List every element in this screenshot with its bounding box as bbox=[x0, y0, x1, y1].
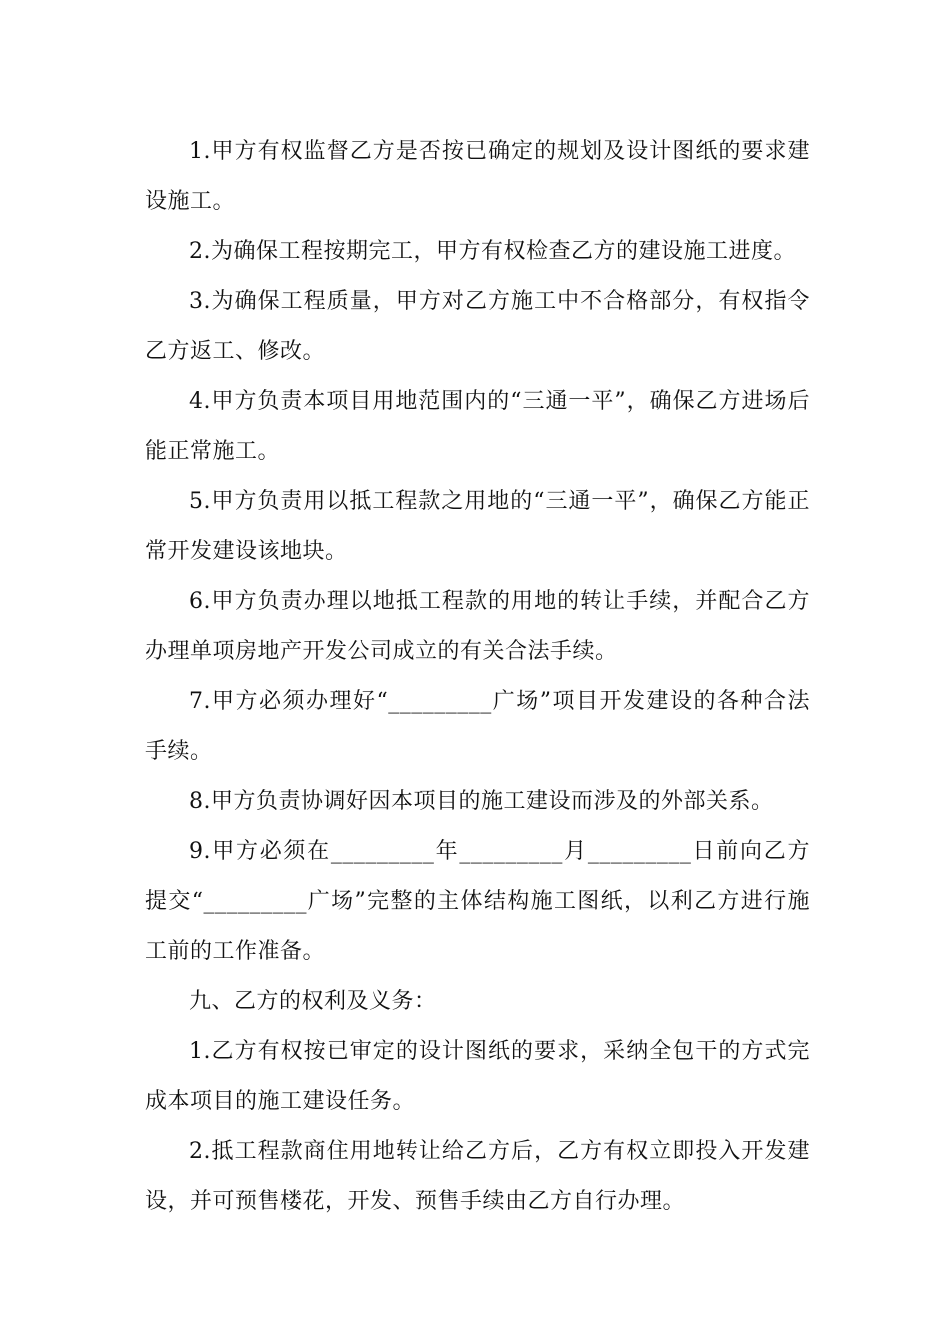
paragraph-11: 2.抵工程款商住用地转让给乙方后，乙方有权立即投入开发建设，并可预售楼花，开发、预售手续由乙方自行办理。 bbox=[145, 1139, 810, 1214]
paragraph-3: 3.为确保工程质量，甲方对乙方施工中不合格部分，有权指令乙方返工、修改。 bbox=[145, 289, 810, 364]
paragraph-4: 4.甲方负责本项目用地范围内的“三通一平”，确保乙方进场后能正常施工。 bbox=[145, 389, 810, 464]
document-body bbox=[145, 127, 810, 1227]
paragraph-9: 9.甲方必须在_________年_________月_________日前向乙方提交“_________广场”完整的主体结构施工图纸，以利乙方进行施工前的工作准备。 bbox=[145, 839, 810, 964]
paragraph-8: 8.甲方负责协调好因本项目的施工建设而涉及的外部关系。 bbox=[189, 789, 774, 814]
paragraph-6: 6.甲方负责办理以地抵工程款的用地的转让手续，并配合乙方办理单项房地产开发公司成立的有关合法手续。 bbox=[145, 589, 810, 664]
paragraph-2: 2.为确保工程按期完工，甲方有权检查乙方的建设施工进度。 bbox=[189, 239, 796, 264]
paragraph-10: 1.乙方有权按已审定的设计图纸的要求，采纳全包干的方式完成本项目的施工建设任务。 bbox=[145, 1039, 810, 1114]
paragraph-7: 7.甲方必须办理好“_________广场”项目开发建设的各种合法手续。 bbox=[145, 689, 810, 764]
paragraph-1: 1.甲方有权监督乙方是否按已确定的规划及设计图纸的要求建设施工。 bbox=[145, 139, 810, 214]
paragraph-5: 5.甲方负责用以抵工程款之用地的“三通一平”，确保乙方能正常开发建设该地块。 bbox=[145, 489, 810, 564]
section-heading-9: 九、乙方的权利及义务： bbox=[189, 989, 437, 1014]
